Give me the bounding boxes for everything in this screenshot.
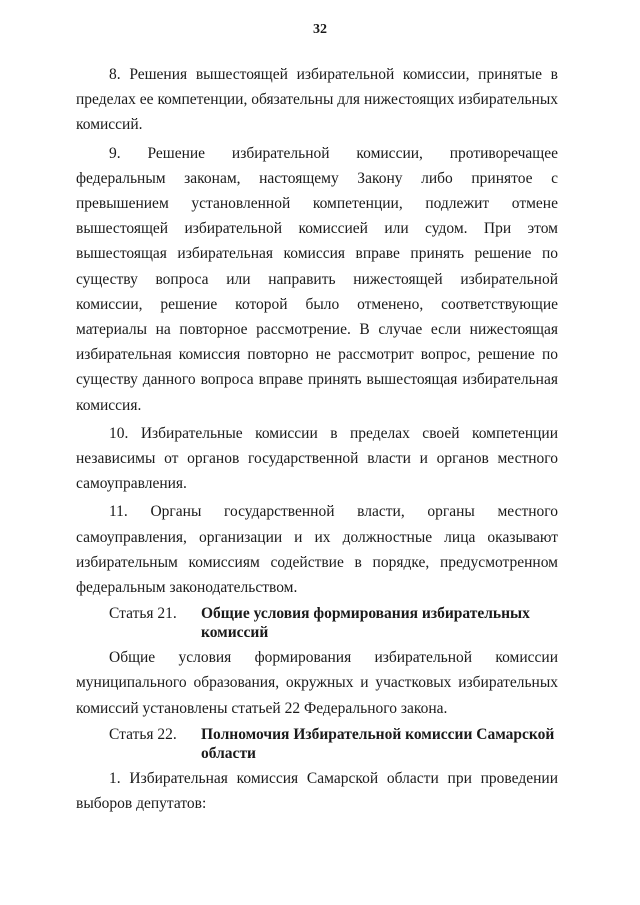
- article-21-number: Статья 21.: [109, 605, 177, 623]
- article-21-title: Общие условия формирования избирательных комиссий: [201, 605, 530, 642]
- page-number: 32: [313, 22, 327, 37]
- paragraph-11: 11. Органы государственной власти, органы местного самоуправления, организации и их должностные лица оказывают избирательным комиссиям содействие в порядке, предусмотренном федеральным законодательством.: [76, 503, 558, 597]
- paragraph-8: 8. Решения вышестоящей избирательной комиссии, принятые в пределах ее компетенции, обязательны для нижестоящих избирательных комиссий.: [76, 66, 558, 134]
- article-22-number: Статья 22.: [109, 725, 177, 743]
- article-21-heading: [76, 604, 558, 642]
- document-body: [76, 62, 558, 819]
- article-22-title: Полномочия Избирательной комиссии Самарской области: [201, 725, 555, 762]
- article-22-text: 1. Избирательная комиссия Самарской области при проведении выборов депутатов:: [76, 769, 558, 813]
- article-22-heading: [76, 725, 558, 763]
- paragraph-10: 10. Избирательные комиссии в пределах своей компетенции независимы от органов государственной власти и органов местного самоуправления.: [76, 424, 558, 493]
- paragraph-9: 9. Решение избирательной комиссии, противоречащее федеральным законам, настоящему Закону либо принятое с превышением установленной компетенции, подлежит отмене вышестоящей избирательной комиссией или судом. При этом вышестоящая избирательная комиссия вправе принять решение по существу вопроса или направить нижестоящей избирательной комиссии, решение которой было отменено, соответствующие материалы на повторное рассмотрение. В случае если нижестоящая избирательная комиссия повторно не рассмотрит вопрос, решение по существу данного вопроса вправе принять вышестоящая избирательная комиссия.: [76, 144, 558, 414]
- article-21-text: Общие условия формирования избирательной комиссии муниципального образования, окружных и участковых избирательных комиссий установлены статьей 22 Федерального закона.: [76, 649, 558, 717]
